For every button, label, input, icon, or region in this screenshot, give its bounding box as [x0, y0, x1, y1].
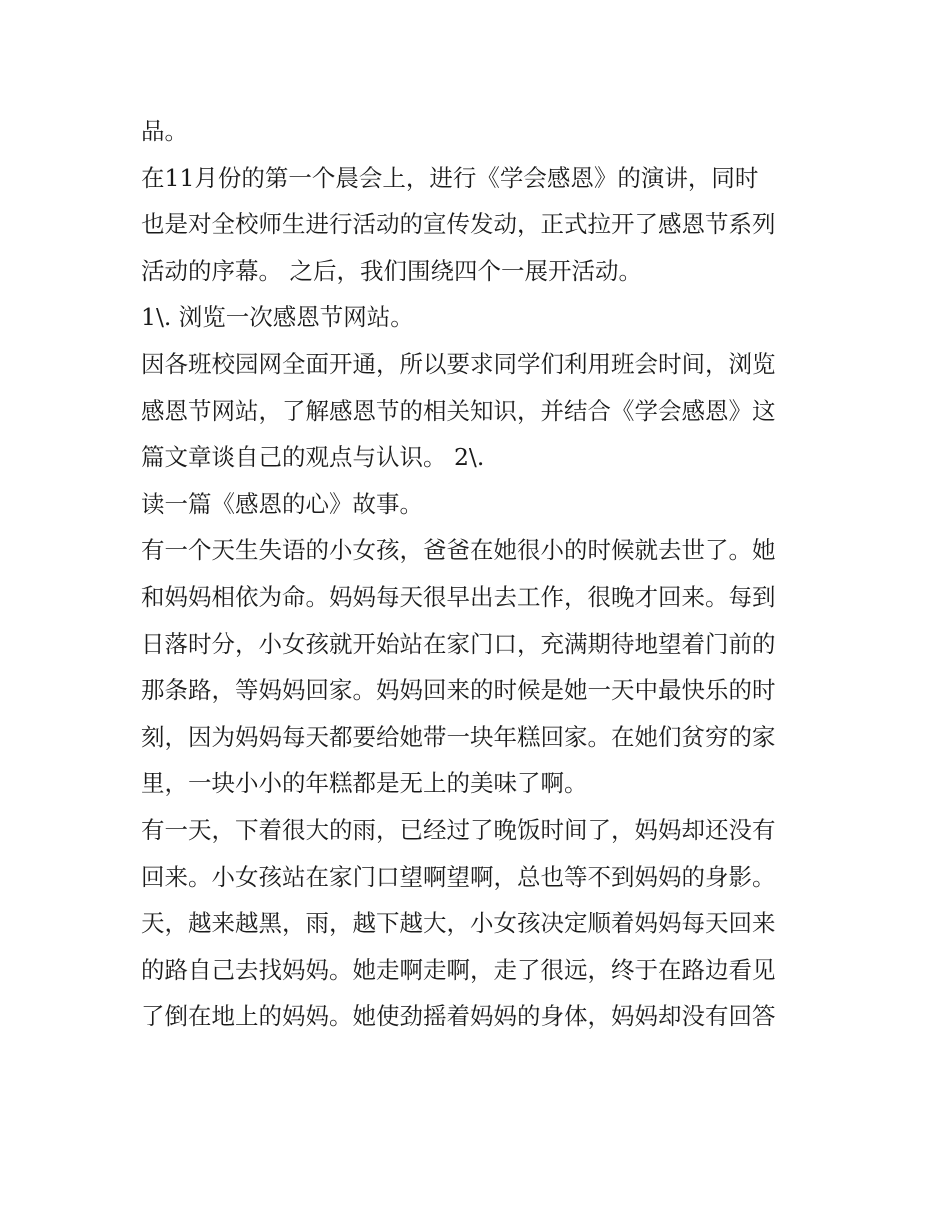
text-line: 有一个天生失语的小女孩，爸爸在她很小的时候就去世了。她	[141, 536, 776, 565]
text-line: 日落时分，小女孩就开始站在家门口，充满期待地望着门前的	[141, 629, 776, 658]
text-line: 回来。小女孩站在家门口望啊望啊，总也等不到妈妈的身影。	[141, 862, 776, 891]
text-line: 感恩节网站，了解感恩节的相关知识，并结合《学会感恩》这	[141, 396, 776, 425]
list-item-heading: 读一篇《感恩的心》故事。	[141, 489, 423, 518]
text-line: 有一天，下着很大的雨，已经过了晚饭时间了，妈妈却还没有	[141, 815, 776, 844]
text-line: 在11月份的第一个晨会上，进行《学会感恩》的演讲，同时	[141, 163, 759, 192]
text-line: 品。	[141, 117, 188, 145]
text-line: 刻，因为妈妈每天都要给她带一块年糕回家。在她们贫穷的家	[141, 722, 776, 751]
text-line: 活动的序幕。 之后，我们围绕四个一展开活动。	[141, 256, 642, 285]
list-item-heading: 1\. 浏览一次感恩节网站。	[141, 303, 414, 332]
text-line: 因各班校园网全面开通，所以要求同学们利用班会时间，浏览	[141, 349, 776, 378]
text-line: 那条路，等妈妈回家。妈妈回来的时候是她一天中最快乐的时	[141, 676, 776, 705]
document-body	[141, 108, 813, 1040]
text-line: 里，一块小小的年糕都是无上的美味了啊。	[141, 769, 588, 798]
text-line: 了倒在地上的妈妈。她使劲摇着妈妈的身体，妈妈却没有回答	[141, 1002, 776, 1031]
text-line: 的路自己去找妈妈。她走啊走啊，走了很远，终于在路边看见	[141, 955, 776, 984]
text-line: 天，越来越黑，雨，越下越大，小女孩决定顺着妈妈每天回来	[141, 909, 776, 938]
text-line: 和妈妈相依为命。妈妈每天很早出去工作，很晚才回来。每到	[141, 582, 776, 611]
text-line: 也是对全校师生进行活动的宣传发动，正式拉开了感恩节系列	[141, 210, 776, 239]
text-line: 篇文章谈自己的观点与认识。 2\.	[141, 443, 485, 472]
